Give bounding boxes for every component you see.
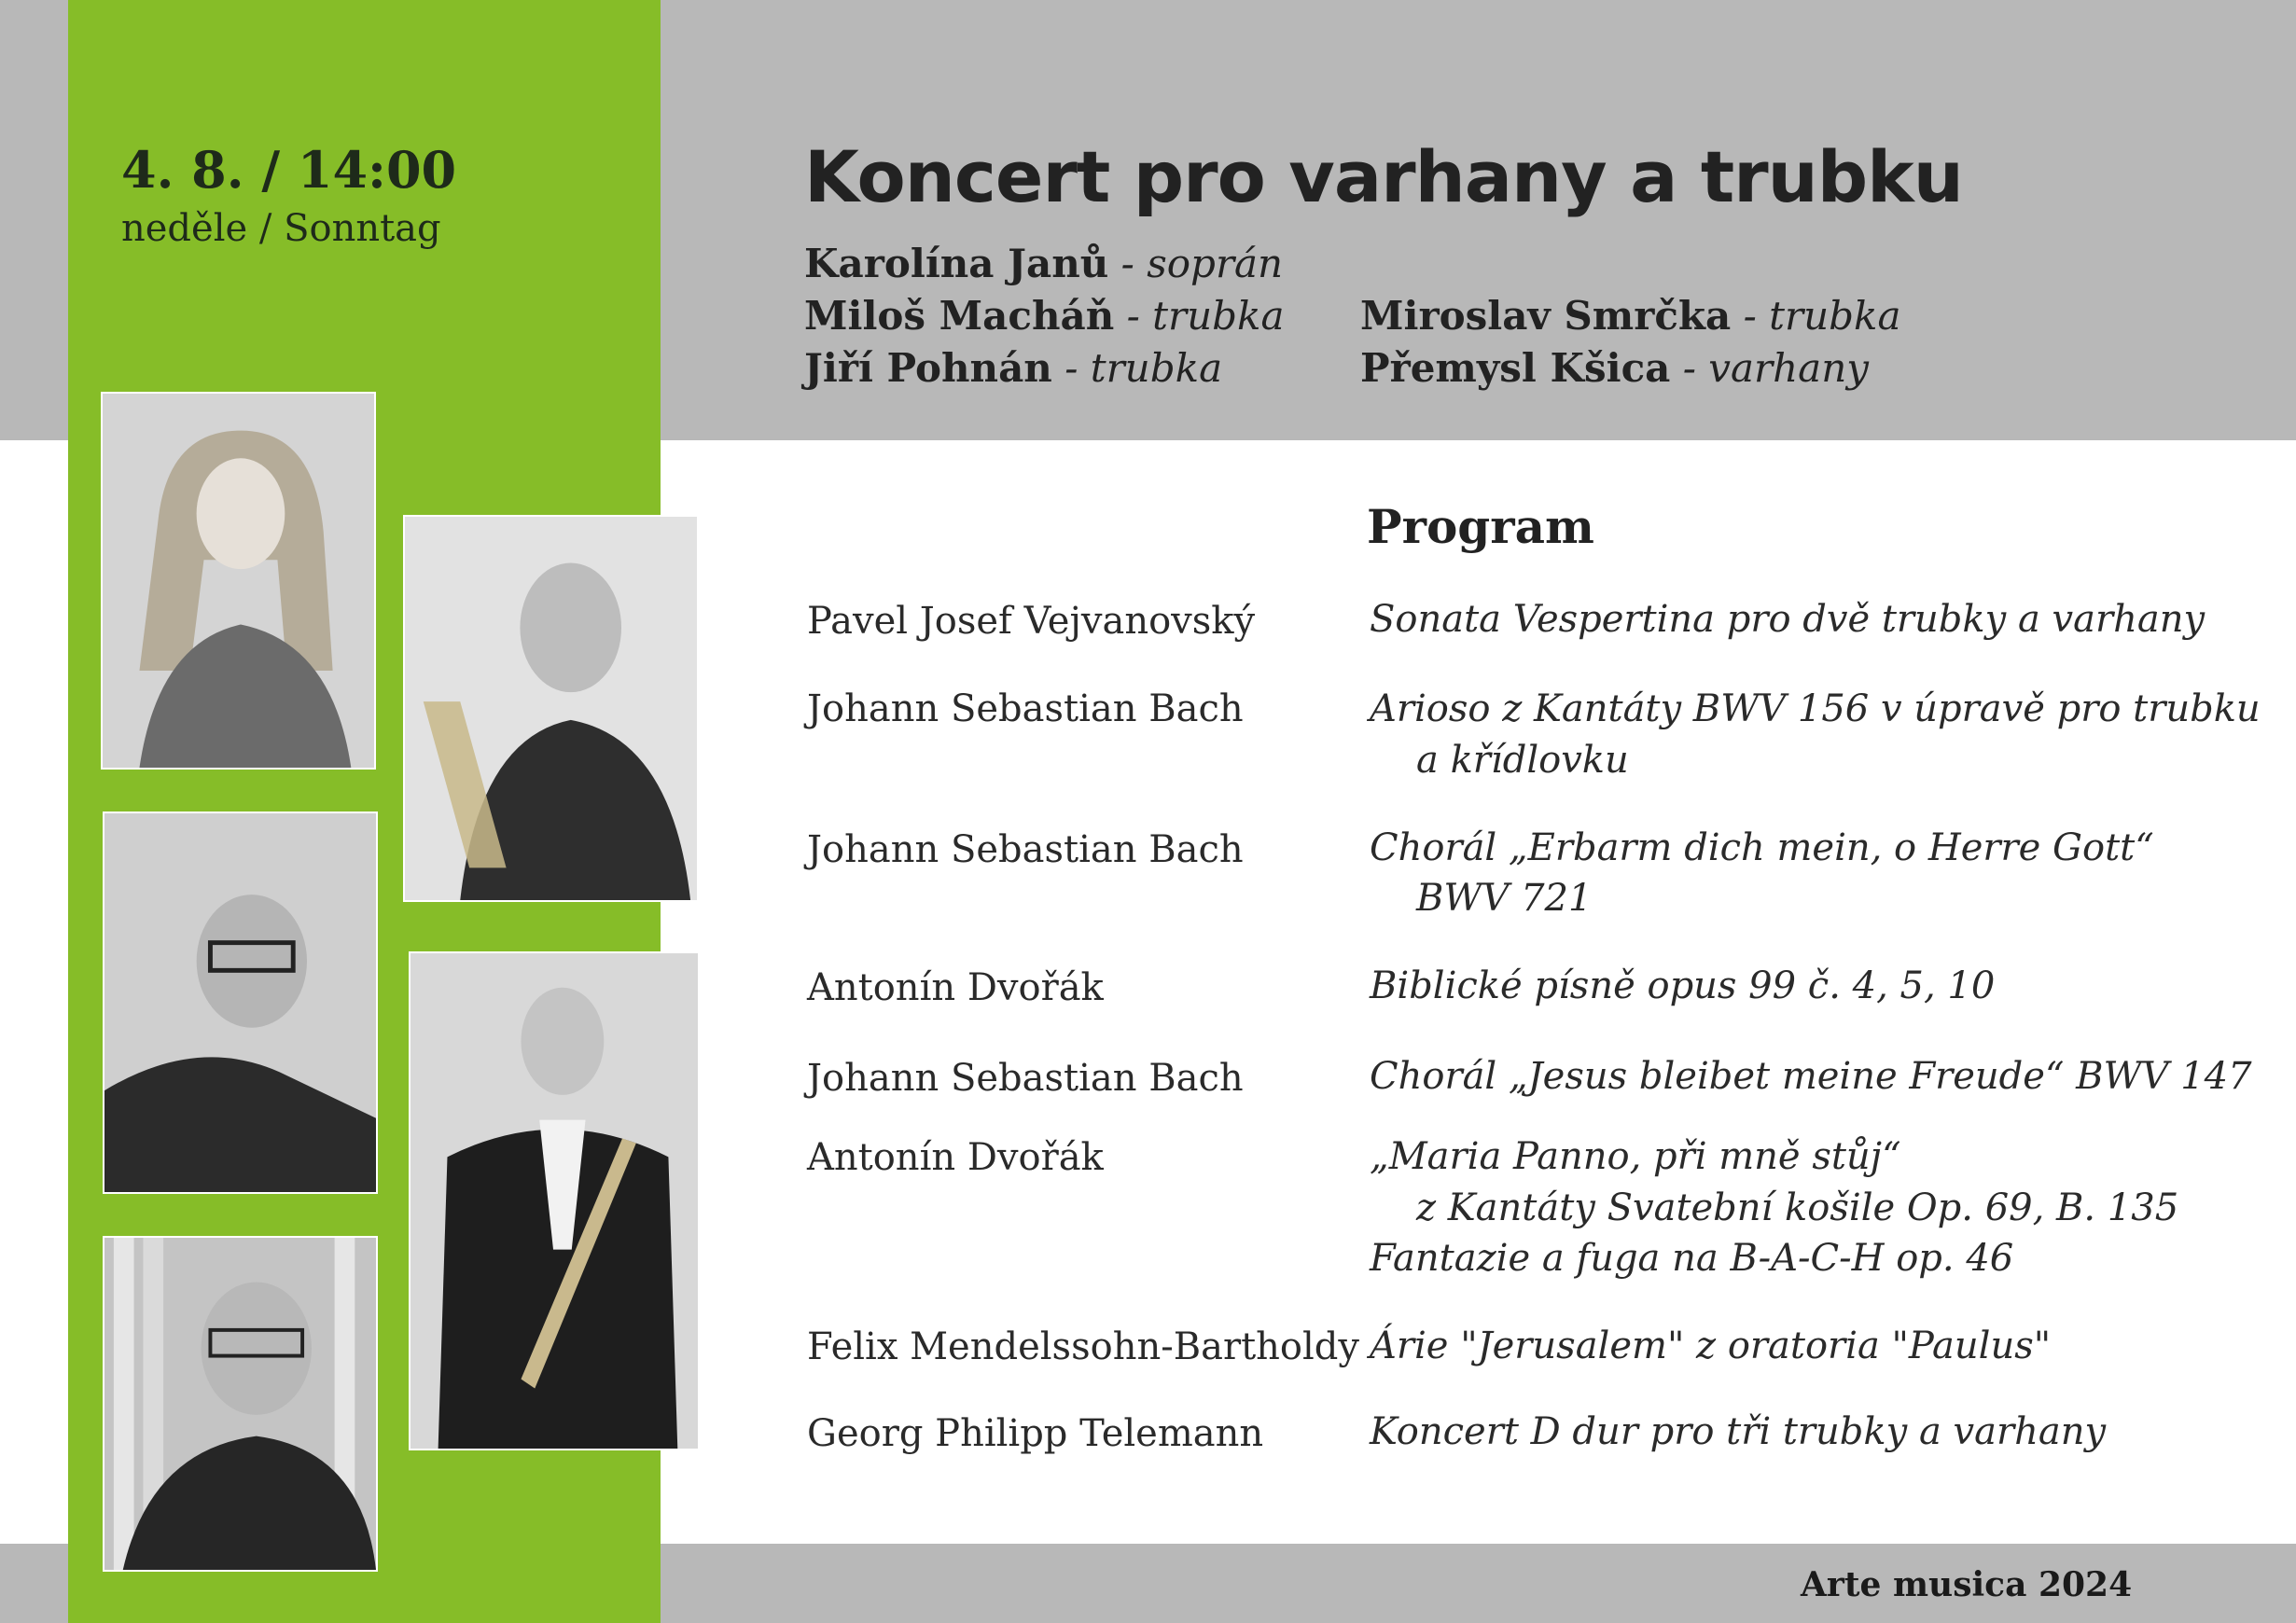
performer <box>804 345 1222 391</box>
event-day: neděle / Sonntag <box>121 207 441 250</box>
performer-role: - trubka <box>1126 293 1285 339</box>
performer <box>804 293 1285 339</box>
work-title: Biblické písně opus 99 č. 4, 5, 10 <box>1370 964 1996 1007</box>
work-title: Chorál „Jesus bleibet meine Freude“ BWV 147 <box>1370 1055 2252 1098</box>
program-heading: Program <box>1367 499 1594 554</box>
work-title: „Maria Panno, při mně stůj“ <box>1370 1135 1901 1178</box>
work-title-continued: BWV 721 <box>1416 877 1593 920</box>
composer-name: Johann Sebastian Bach <box>807 687 1244 730</box>
performer-role: - trubka <box>1743 293 1901 339</box>
performer-role: - trubka <box>1065 345 1223 391</box>
composer-name: Antonín Dvořák <box>807 1136 1104 1179</box>
work-title-continued: a křídlovku <box>1416 739 1629 782</box>
performer <box>804 241 1283 286</box>
work-title: Fantazie a fuga na B-A-C-H op. 46 <box>1370 1237 2014 1280</box>
performer <box>1360 345 1869 391</box>
performer-name: Miroslav Smrčka <box>1360 293 1732 339</box>
composer-name: Johann Sebastian Bach <box>807 1057 1244 1100</box>
trumpeter-portrait <box>403 515 699 902</box>
work-title: Sonata Vespertina pro dvě trubky a varhany <box>1370 598 2206 641</box>
composer-name: Antonín Dvořák <box>807 966 1104 1009</box>
composer-name: Felix Mendelssohn-Bartholdy <box>807 1325 1360 1368</box>
concert-title: Koncert pro varhany a trubku <box>804 135 1963 218</box>
composer-name: Johann Sebastian Bach <box>807 828 1244 871</box>
work-title: Koncert D dur pro tři trubky a varhany <box>1370 1410 2107 1453</box>
performer-role: - varhany <box>1682 345 1870 391</box>
performer-name: Karolína Janů <box>804 241 1109 286</box>
footer-label: Arte musica 2024 <box>1801 1565 2133 1604</box>
performer-name: Jiří Pohnán <box>804 345 1052 391</box>
event-date: 4. 8. / 14:00 <box>121 140 457 200</box>
work-title-continued: z Kantáty Svatební košile Op. 69, B. 135 <box>1416 1186 2179 1229</box>
performer-name: Miloš Macháň <box>804 293 1115 339</box>
soprano-portrait <box>101 392 376 770</box>
composer-name: Pavel Josef Vejvanovský <box>807 600 1256 643</box>
work-title: Chorál „Erbarm dich mein, o Herre Gott“ <box>1370 826 2154 869</box>
trumpeter-in-tailcoat-portrait <box>409 951 700 1450</box>
composer-name: Georg Philipp Telemann <box>807 1412 1264 1455</box>
work-title: Árie "Jerusalem" z oratoria "Paulus" <box>1370 1325 2052 1367</box>
performer-role: - soprán <box>1120 241 1284 286</box>
performer <box>1360 293 1901 339</box>
organist-portrait <box>103 1236 378 1572</box>
man-with-glasses-portrait <box>103 812 378 1194</box>
performer-name: Přemysl Kšica <box>1360 345 1671 391</box>
work-title: Arioso z Kantáty BWV 156 v úpravě pro trubku <box>1370 687 2261 730</box>
